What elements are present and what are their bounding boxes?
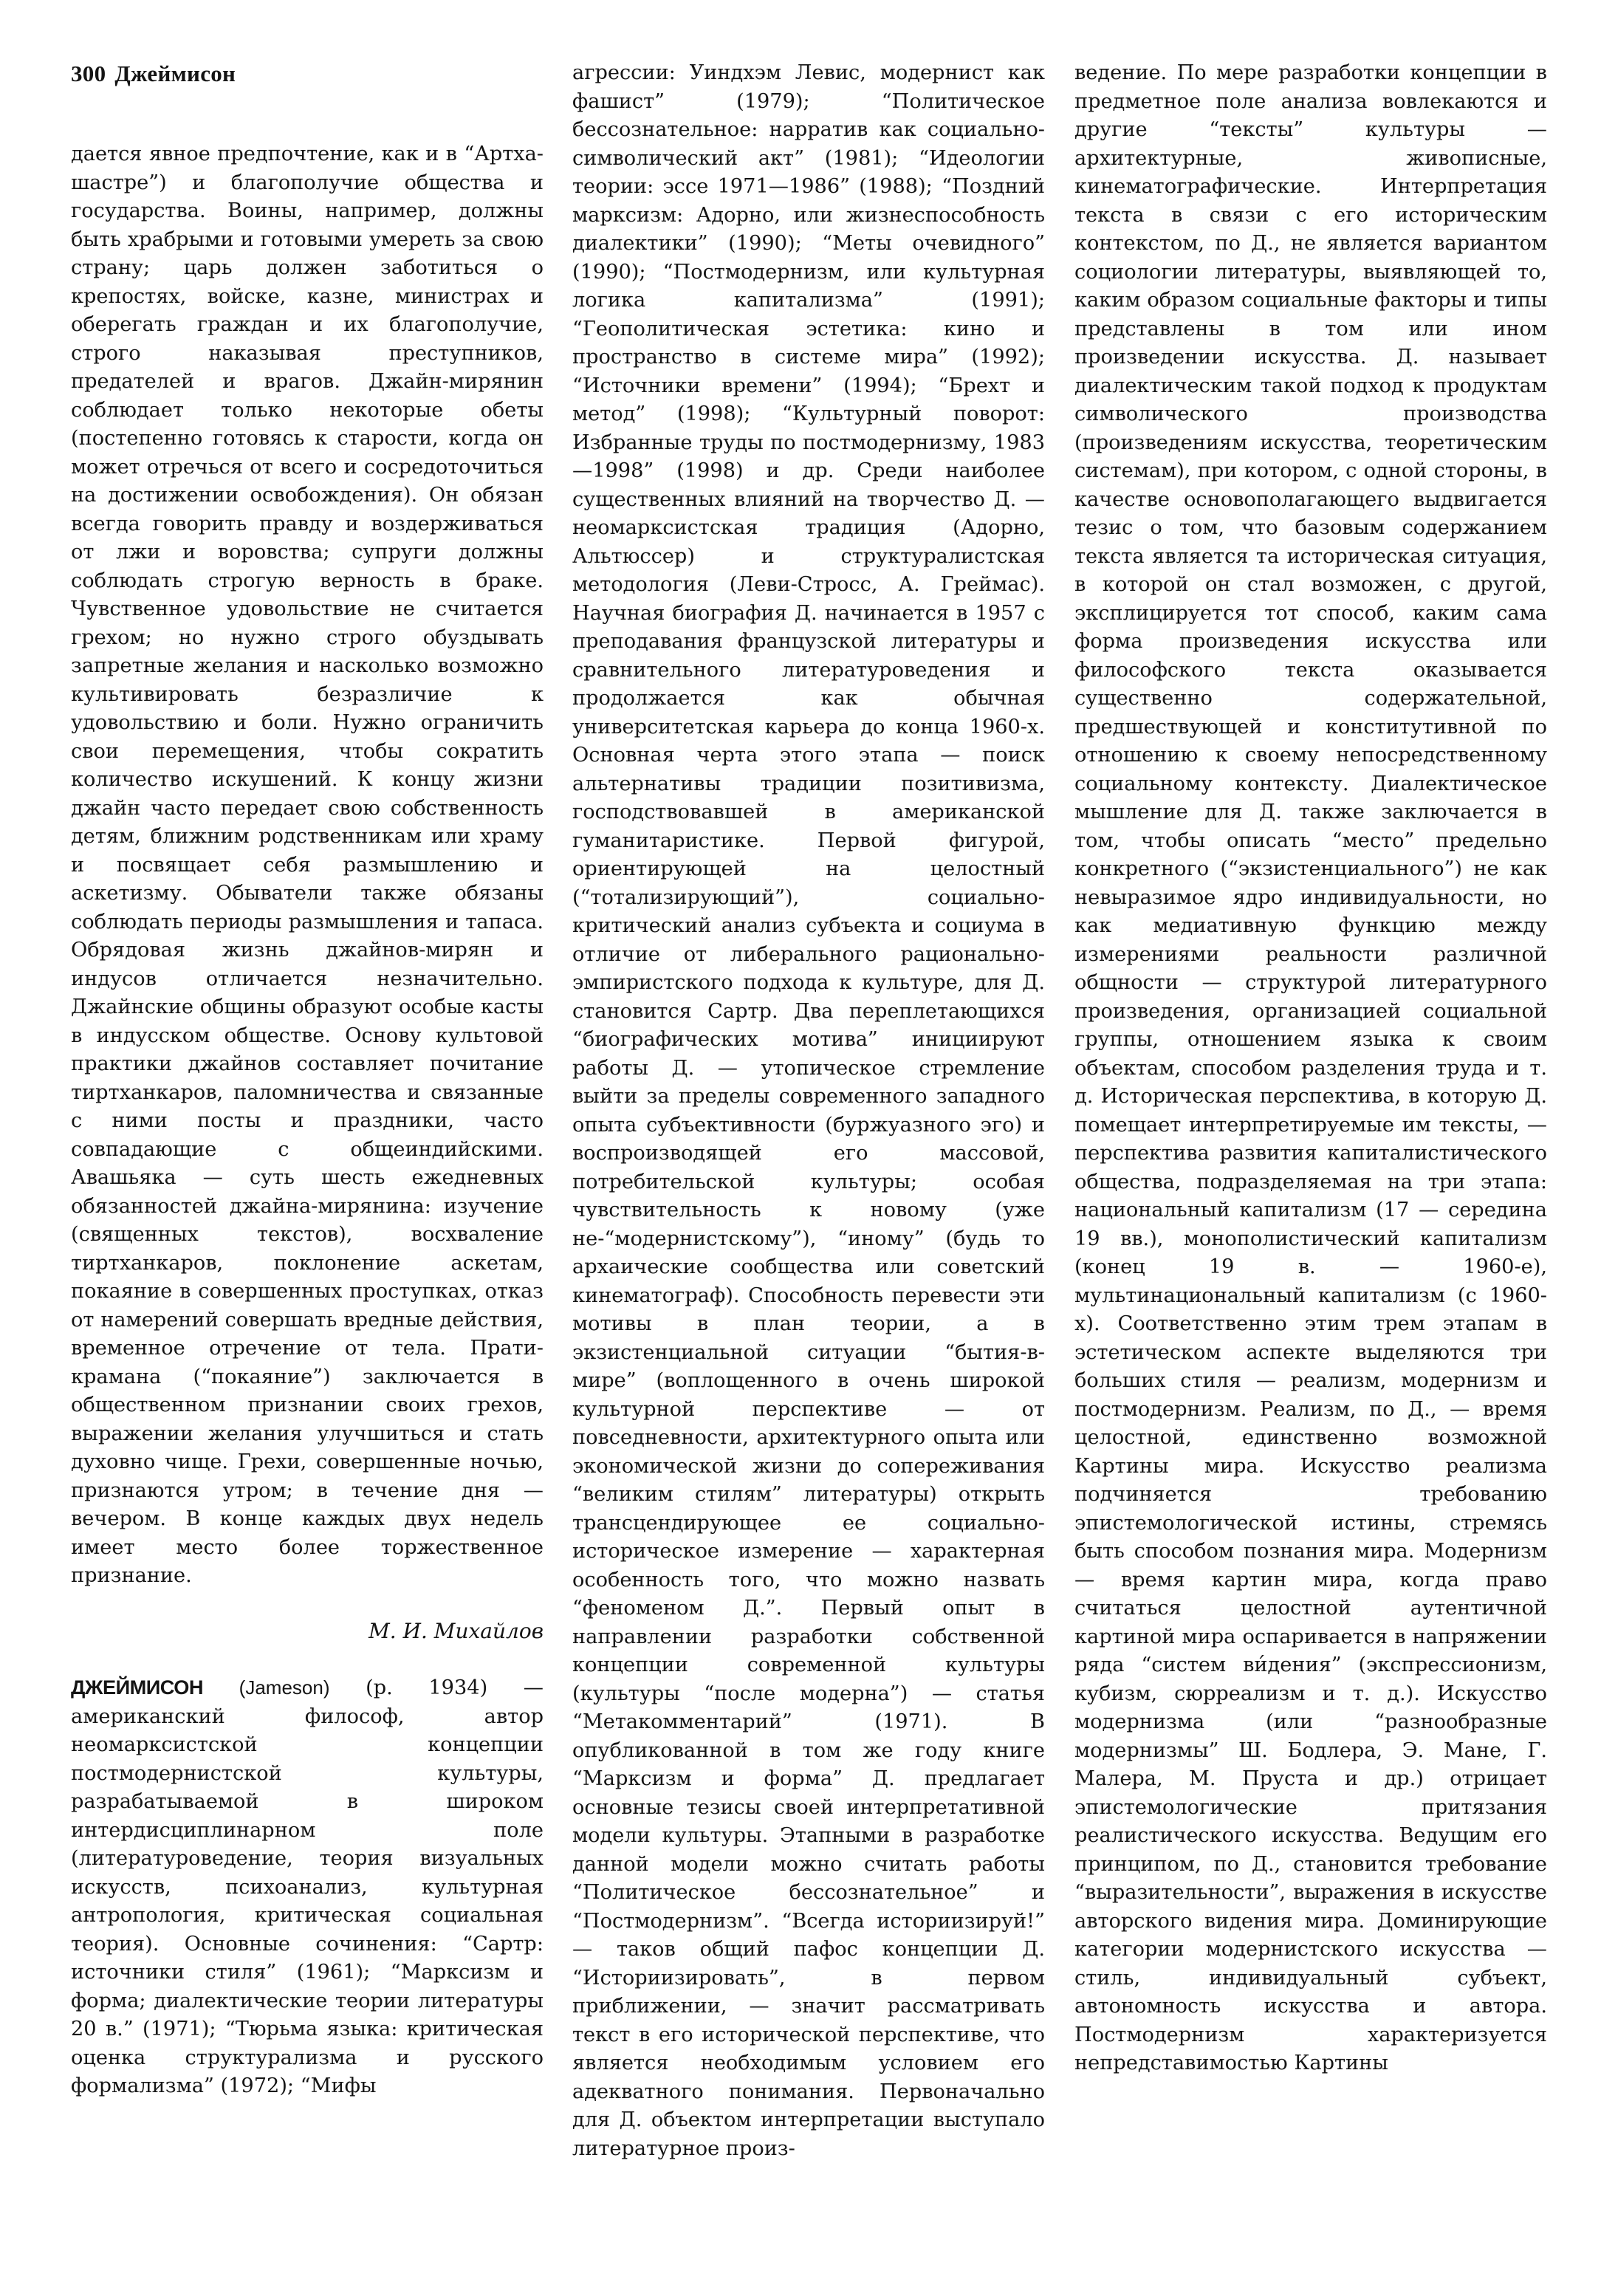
running-title: Джеймисон (114, 61, 236, 86)
entry-headword: ДЖЕЙМИСОН (71, 1676, 204, 1699)
author-signature: М. И. Михайлов (368, 1618, 544, 1643)
running-head (71, 61, 236, 87)
page-number: 300 (71, 61, 106, 86)
text-column-left (71, 140, 544, 2101)
entry-paragraph (71, 1673, 544, 2101)
entry-body-text: (р. 1934) — американский философ, автор неомарксистской концепции постмодернистской культуры, разрабатываемой в широком интердисциплинарном поле (литературоведение, теория визуальных искусств, психоанализ, культурная антропология, критическая социальная теория). Основные сочинения: “Сартр: источники стиля” (1961); “Марксизм и форма; диалектические теории литературы 20 в.” (1971); “Тюрьма языка: критическая оценка структурализма и русского формализма” (1972); “Мифы (71, 1676, 544, 2097)
article-text-right: ведение. По мере разработки концепции в предметное поле анализа вовлекаются и другие “тексты” культуры — архитектурные, живописные, кинематографические. Интерпретация текста в связи с его историческим контекстом, по Д., не является вариантом социологии литературы, выявляющей то, каким образом социальные факторы и типы представлены в том или ином произведении искусства. Д. называет диалектическим такой подход к продуктам символического производства (произведениям искусства, теоретическим системам), при котором, с одной стороны, в качестве основополагающего выдвигается тезис о том, что базовым содержанием текста является та историческая ситуация, в которой он стал возможен, с другой, эксплицируется тот способ, каким сама форма произведения искусства или философского текста оказывается существенно содержательной, предшествующей и конститутивной по отношению к своему непосредственному социальному контексту. Диалектическое мышление для Д. также заключается в том, чтобы описать “место” предельно конкретного (“экзистенциального”) не как невыразимое ядро индивидуальности, но как медиативную функцию между измерениями реальности различной общности — структурой литературного произведения, организацией социальной группы, отношением языка к своим объектам, способом разделения труда и т. д. Историческая перспектива, в которую Д. помещает интерпретируемые им тексты, — перспектива развития капиталистического общества, подразделяемая на три этапа: национальный капитализм (17 — середина 19 вв.), монополистический капитализм (конец 19 в. — 1960-е), мультинациональный капитализм (с 1960-х). Соответственно этим трем этапам в эстетическом аспекте выделяются три больших стиля — реализм, модернизм и постмодернизм. Реализм, по Д., — время целостной, единственно возможной Картины мира. Искусство реализма подчиняется требованию эпистемологической истины, стремясь быть способом познания мира. Модернизм — время картин мира, когда право считаться целостной аутентичной картиной мира оспаривается в напряжении ряда “систем ви́дения” (экспрессионизм, кубизм, сюрреализм и т. д.). Искусство модернизма (или “разнообразные модернизмы” Ш. Бодлера, Э. Мане, Г. Малера, М. Пруста и др.) отрицает эпистемологические притязания реалистического искусства. Ведущим его принципом, по Д., становится требование “выразительности”, выражения в искусстве авторского видения мира. Доминирующие категории модернистского искусства — стиль, индивидуальный субъект, автономность искусства и автора. Постмодернизм характеризуется непредставимостью Картины (1074, 61, 1547, 2074)
article-text-middle: агрессии: Уиндхэм Левис, модернист как фашист” (1979); “Политическое бессознательное: нарратив как социально-символический акт” (1981); “Идеологии теории: эссе 1971—1986” (1988); “Поздний марксизм: Адорно, или жизнеспособность диалектики” (1990); “Меты очевидного” (1990); “Постмодернизм, или культурная логика капитализма” (1991); “Геополитическая эстетика: кино и пространство в системе мира” (1992); “Источники времени” (1994); “Брехт и метод” (1998); “Культурный поворот: Избранные труды по постмодернизму, 1983—1998” (1998) и др. Среди наиболее существенных влияний на творчество Д. — неомарксистская традиция (Адорно, Альтюссер) и структуралистская методология (Леви-Стросс, А. Греймас). Научная биография Д. начинается в 1957 с преподавания французской литературы и сравнительного литературоведения и продолжается как обычная университетская карьера до конца 1960-х. Основная черта этого этапа — поиск альтернативы традиции позитивизма, господствовавшей в американской гуманитаристике. Первой фигурой, ориентирующей на целостный (“тотализирующий”), социально-критический анализ субъекта и социума в отличие от либерального рационально-эмпиристского подхода к культуре, для Д. становится Сартр. Два переплетающихся “биографических мотива” инициируют работы Д. — утопическое стремление выйти за пределы современного западного опыта субъективности (буржуазного эго) и воспроизводящей его массовой, потребительской культуры; особая чувствительность к новому (уже не-“модернистскому”), “иному” (будь то архаические сообщества или советский кинематограф). Способность перевести эти мотивы в план теории, а в экзистенциальной ситуации “бытия-в-мире” (воплощенного в очень широкой культурной перспективе — от повседневности, архитектурного опыта или экономической жизни до сопереживания “великим стилям” литературы) открыть трансцендирующее ее социально-историческое измерение — характерная особенность того, что можно назвать “феноменом Д.”. Первый опыт в направлении разработки собственной концепции современной культуры (культуры “после модерна”) — статья “Метакомментарий” (1971). В опубликованной в том же году книге “Марксизм и форма” Д. предлагает основные тезисы своей интерпретативной модели культуры. Этапными в разработке данной модели можно считать работы “Политическое бессознательное” и “Постмодернизм”. “Всегда историизируй!” — таков общий пафос концепции Д. “Историизировать”, в первом приближении, — значит рассматривать текст в его исторической перспективе, что является необходимым условием его адекватного понимания. Первоначально для Д. объектом интерпретации выступало литературное произ- (572, 61, 1045, 2160)
article-text-continued: дается явное предпочтение, как и в “Артха-шастре”) и благополучие общества и государства. Воины, например, должны быть храбрыми и готовыми умереть за свою страну; царь должен заботиться о крепостях, войске, казне, министрах и оберегать граждан и их благополучие, строго наказывая преступников, предателей и врагов. Джайн-мирянин соблюдает только некоторые обеты (постепенно готовясь к старости, когда он может отречься от всего и сосредоточиться на достижении освобождения). Он обязан всегда говорить правду и воздерживаться от лжи и воровства; супруги должны соблюдать строгую верность в браке. Чувственное удовольствие не считается грехом; но нужно строго обуздывать запретные желания и насколько возможно культивировать безразличие к удовольствию и боли. Нужно ограничить свои перемещения, чтобы сократить количество искушений. К концу жизни джайн часто передает свою собственность детям, ближним родственникам или храму и посвящает себя размышлению и аскетизму. Обыватели также обязаны соблюдать периоды размышления и тапаса. Обрядовая жизнь джайнов-мирян и индусов отличается незначительно. Джайнские общины образуют особые касты в индусском обществе. Основу культовой практики джайнов составляет почитание тиртханкаров, паломничества и связанные с ними посты и праздники, часто совпадающие с общеиндийскими. Авашьяка — суть шесть ежедневных обязанностей джайна-мирянина: изучение (священных текстов), восхваление тиртханкаров, поклонение аскетам, покаяние в совершенных проступках, отказ от намерений совершать вредные действия, временное отречение от тела. Прати-крамана (“покаяние”) заключается в общественном признании своих грехов, выражении желания улучшиться и стать духовно чище. Грехи, совершенные ночью, признаются утром; в течение дня — вечером. В конце каждых двух недель имеет место более торжественное признание. (71, 143, 544, 1587)
text-column-right (1074, 59, 1547, 2078)
entry-latin-name: (Jameson) (239, 1676, 330, 1699)
text-column-middle (572, 59, 1045, 2163)
